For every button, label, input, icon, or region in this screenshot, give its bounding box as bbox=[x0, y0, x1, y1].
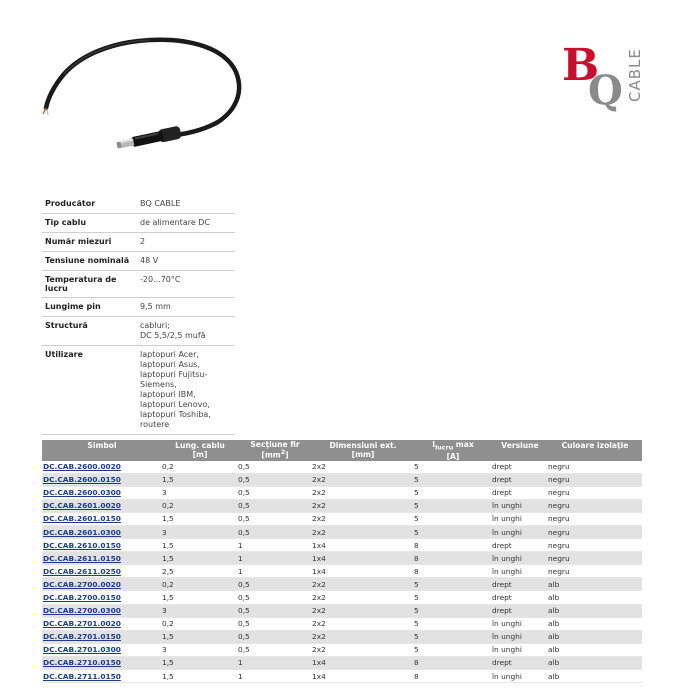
table-row bbox=[42, 617, 642, 630]
cell-version: drept bbox=[492, 473, 548, 486]
cell-version: drept bbox=[492, 656, 548, 669]
spec-value: 9,5 mm bbox=[137, 298, 235, 317]
spec-row bbox=[42, 298, 235, 317]
cell-version: în unghi bbox=[492, 630, 548, 643]
cell-section: 0,5 bbox=[238, 486, 312, 499]
cell-length: 1,5 bbox=[162, 591, 238, 604]
product-symbol-link[interactable]: DC.CAB.2601.0150 bbox=[42, 512, 162, 525]
table-row bbox=[42, 552, 642, 565]
cell-dimensions: 2x2 bbox=[312, 473, 414, 486]
product-symbol-link[interactable]: DC.CAB.2710.0150 bbox=[42, 656, 162, 669]
cell-length: 0,2 bbox=[162, 578, 238, 591]
spec-row bbox=[42, 271, 235, 298]
svg-text:B: B bbox=[562, 40, 600, 91]
cell-current: 5 bbox=[414, 499, 492, 512]
cell-color: alb bbox=[548, 656, 642, 669]
svg-text:Q: Q bbox=[588, 67, 623, 112]
cell-section: 0,5 bbox=[238, 473, 312, 486]
cell-color: negru bbox=[548, 512, 642, 525]
cell-length: 3 bbox=[162, 604, 238, 617]
cell-length: 1,5 bbox=[162, 552, 238, 565]
spec-value: 2 bbox=[137, 233, 235, 252]
table-row bbox=[42, 499, 642, 512]
product-symbol-link[interactable]: DC.CAB.2700.0020 bbox=[42, 578, 162, 591]
cell-version: drept bbox=[492, 539, 548, 552]
cell-length: 1,5 bbox=[162, 512, 238, 525]
table-row bbox=[42, 473, 642, 486]
spec-row bbox=[42, 214, 235, 233]
cell-version: în unghi bbox=[492, 643, 548, 656]
spec-label: Structură bbox=[42, 317, 137, 346]
cell-section: 0,5 bbox=[238, 643, 312, 656]
cell-color: alb bbox=[548, 630, 642, 643]
cell-current: 5 bbox=[414, 512, 492, 525]
cell-current: 5 bbox=[414, 578, 492, 591]
cell-current: 5 bbox=[414, 473, 492, 486]
cell-section: 0,5 bbox=[238, 617, 312, 630]
cell-dimensions: 1x4 bbox=[312, 539, 414, 552]
cell-dimensions: 2x2 bbox=[312, 512, 414, 525]
table-row bbox=[42, 643, 642, 656]
cell-dimensions: 2x2 bbox=[312, 643, 414, 656]
product-symbol-link[interactable]: DC.CAB.2601.0020 bbox=[42, 499, 162, 512]
cell-dimensions: 2x2 bbox=[312, 499, 414, 512]
cell-length: 2,5 bbox=[162, 565, 238, 578]
header-symbol: Simbol bbox=[87, 441, 117, 451]
table-row bbox=[42, 656, 642, 669]
cell-current: 5 bbox=[414, 525, 492, 538]
dc-cable-product-image bbox=[40, 30, 250, 170]
product-symbol-link[interactable]: DC.CAB.2701.0020 bbox=[42, 617, 162, 630]
cell-current: 5 bbox=[414, 643, 492, 656]
cell-version: drept bbox=[492, 604, 548, 617]
table-row bbox=[42, 604, 642, 617]
spec-label: Utilizare bbox=[42, 346, 137, 435]
cell-dimensions: 2x2 bbox=[312, 591, 414, 604]
product-symbol-link[interactable]: DC.CAB.2701.0300 bbox=[42, 643, 162, 656]
spec-value: cabluri; DC 5,5/2,5 mufă bbox=[137, 317, 235, 346]
cell-color: negru bbox=[548, 499, 642, 512]
cell-section: 0,5 bbox=[238, 525, 312, 538]
cell-version: în unghi bbox=[492, 670, 548, 683]
cell-current: 5 bbox=[414, 630, 492, 643]
table-row bbox=[42, 486, 642, 499]
header-current: $I_{lucru}$ max [A] bbox=[432, 440, 474, 461]
cell-dimensions: 1x4 bbox=[312, 656, 414, 669]
table-row bbox=[42, 461, 642, 474]
cell-version: în unghi bbox=[492, 617, 548, 630]
cell-dimensions: 2x2 bbox=[312, 617, 414, 630]
cell-length: 1,5 bbox=[162, 473, 238, 486]
cell-color: alb bbox=[548, 591, 642, 604]
product-symbol-link[interactable]: DC.CAB.2600.0300 bbox=[42, 486, 162, 499]
cell-section: 0,5 bbox=[238, 499, 312, 512]
cell-length: 1,5 bbox=[162, 656, 238, 669]
cell-current: 8 bbox=[414, 565, 492, 578]
cell-length: 3 bbox=[162, 643, 238, 656]
product-symbol-link[interactable]: DC.CAB.2700.0150 bbox=[42, 591, 162, 604]
cell-section: 1 bbox=[238, 565, 312, 578]
cell-length: 0,2 bbox=[162, 617, 238, 630]
cell-current: 5 bbox=[414, 604, 492, 617]
table-row bbox=[42, 630, 642, 643]
cell-section: 1 bbox=[238, 670, 312, 683]
table-row bbox=[42, 565, 642, 578]
cell-section: 0,5 bbox=[238, 461, 312, 474]
cell-current: 8 bbox=[414, 656, 492, 669]
product-symbol-link[interactable]: DC.CAB.2701.0150 bbox=[42, 630, 162, 643]
table-row bbox=[42, 591, 642, 604]
spec-label: Număr miezuri bbox=[42, 233, 137, 252]
table-row bbox=[42, 578, 642, 591]
cell-version: în unghi bbox=[492, 525, 548, 538]
spec-label: Tensiune nominală bbox=[42, 252, 137, 271]
cell-length: 1,5 bbox=[162, 630, 238, 643]
table-row bbox=[42, 512, 642, 525]
product-variants-table bbox=[42, 440, 642, 683]
cell-version: în unghi bbox=[492, 512, 548, 525]
spec-label: Producător bbox=[42, 195, 137, 214]
cell-current: 5 bbox=[414, 617, 492, 630]
spec-row bbox=[42, 317, 235, 346]
cell-color: negru bbox=[548, 552, 642, 565]
cell-dimensions: 2x2 bbox=[312, 630, 414, 643]
cell-dimensions: 1x4 bbox=[312, 670, 414, 683]
product-symbol-link[interactable]: DC.CAB.2600.0020 bbox=[42, 461, 162, 474]
cell-current: 5 bbox=[414, 591, 492, 604]
cell-dimensions: 2x2 bbox=[312, 461, 414, 474]
cell-section: 0,5 bbox=[238, 591, 312, 604]
cell-section: 0,5 bbox=[238, 630, 312, 643]
cell-section: 1 bbox=[238, 656, 312, 669]
cell-dimensions: 2x2 bbox=[312, 578, 414, 591]
cell-color: negru bbox=[548, 539, 642, 552]
cell-version: în unghi bbox=[492, 499, 548, 512]
cell-color: negru bbox=[548, 565, 642, 578]
product-symbol-link[interactable]: DC.CAB.2610.0150 bbox=[42, 539, 162, 552]
spec-value: BQ CABLE bbox=[137, 195, 235, 214]
cell-section: 1 bbox=[238, 539, 312, 552]
cell-length: 0,2 bbox=[162, 499, 238, 512]
table-header-row bbox=[42, 440, 642, 461]
spec-row bbox=[42, 252, 235, 271]
cell-version: drept bbox=[492, 591, 548, 604]
product-specs-table bbox=[42, 195, 235, 435]
cell-section: 0,5 bbox=[238, 604, 312, 617]
cell-current: 8 bbox=[414, 670, 492, 683]
cell-color: negru bbox=[548, 525, 642, 538]
product-symbol-link[interactable]: DC.CAB.2601.0300 bbox=[42, 525, 162, 538]
cell-version: drept bbox=[492, 578, 548, 591]
spec-value: 48 V bbox=[137, 252, 235, 271]
spec-value: de alimentare DC bbox=[137, 214, 235, 233]
product-symbol-link[interactable]: DC.CAB.2700.0300 bbox=[42, 604, 162, 617]
svg-text:CABLE: CABLE bbox=[626, 48, 644, 102]
cell-color: negru bbox=[548, 473, 642, 486]
cell-length: 1,5 bbox=[162, 670, 238, 683]
product-symbol-link[interactable]: DC.CAB.2611.0150 bbox=[42, 552, 162, 565]
header-section: Secţiune fir $[mm^2]$ bbox=[250, 440, 300, 461]
cell-dimensions: 2x2 bbox=[312, 486, 414, 499]
cell-color: negru bbox=[548, 461, 642, 474]
cell-version: drept bbox=[492, 486, 548, 499]
cell-version: în unghi bbox=[492, 552, 548, 565]
cell-current: 5 bbox=[414, 461, 492, 474]
cell-dimensions: 1x4 bbox=[312, 552, 414, 565]
product-symbol-link[interactable]: DC.CAB.2611.0250 bbox=[42, 565, 162, 578]
spec-row bbox=[42, 346, 235, 435]
cell-length: 3 bbox=[162, 525, 238, 538]
cell-version: în unghi bbox=[492, 565, 548, 578]
cell-color: negru bbox=[548, 486, 642, 499]
table-row bbox=[42, 525, 642, 538]
header-length: Lung. cablu [m] bbox=[175, 441, 225, 460]
header-version: Versiune bbox=[501, 441, 539, 451]
cell-section: 1 bbox=[238, 552, 312, 565]
cell-dimensions: 1x4 bbox=[312, 565, 414, 578]
spec-row bbox=[42, 195, 235, 214]
spec-label: Temperatura de lucru bbox=[42, 271, 137, 298]
cell-dimensions: 2x2 bbox=[312, 604, 414, 617]
cell-section: 0,5 bbox=[238, 512, 312, 525]
bq-cable-logo bbox=[558, 32, 648, 112]
cell-length: 0,2 bbox=[162, 461, 238, 474]
cell-current: 8 bbox=[414, 552, 492, 565]
cell-color: alb bbox=[548, 578, 642, 591]
spec-value: laptopuri Acer, laptopuri Asus, laptopuri Fujitsu-Siemens, laptopuri IBM, laptopuri Lenovo, laptopuri Toshiba, routere bbox=[137, 346, 235, 435]
spec-row bbox=[42, 233, 235, 252]
product-symbol-link[interactable]: DC.CAB.2711.0150 bbox=[42, 670, 162, 683]
cell-color: alb bbox=[548, 670, 642, 683]
cell-section: 0,5 bbox=[238, 578, 312, 591]
product-symbol-link[interactable]: DC.CAB.2600.0150 bbox=[42, 473, 162, 486]
spec-label: Tip cablu bbox=[42, 214, 137, 233]
cell-color: alb bbox=[548, 617, 642, 630]
header-dimensions: Dimensiuni ext. [mm] bbox=[329, 441, 397, 460]
cell-length: 1,5 bbox=[162, 539, 238, 552]
cell-color: alb bbox=[548, 604, 642, 617]
cell-current: 5 bbox=[414, 486, 492, 499]
cell-version: drept bbox=[492, 461, 548, 474]
spec-label: Lungime pin bbox=[42, 298, 137, 317]
table-row bbox=[42, 670, 642, 683]
cell-length: 3 bbox=[162, 486, 238, 499]
cell-color: alb bbox=[548, 643, 642, 656]
header-color: Culoare izolaţie bbox=[561, 441, 629, 451]
cell-dimensions: 2x2 bbox=[312, 525, 414, 538]
table-row bbox=[42, 539, 642, 552]
spec-value: -20...70°C bbox=[137, 271, 235, 298]
cell-current: 8 bbox=[414, 539, 492, 552]
